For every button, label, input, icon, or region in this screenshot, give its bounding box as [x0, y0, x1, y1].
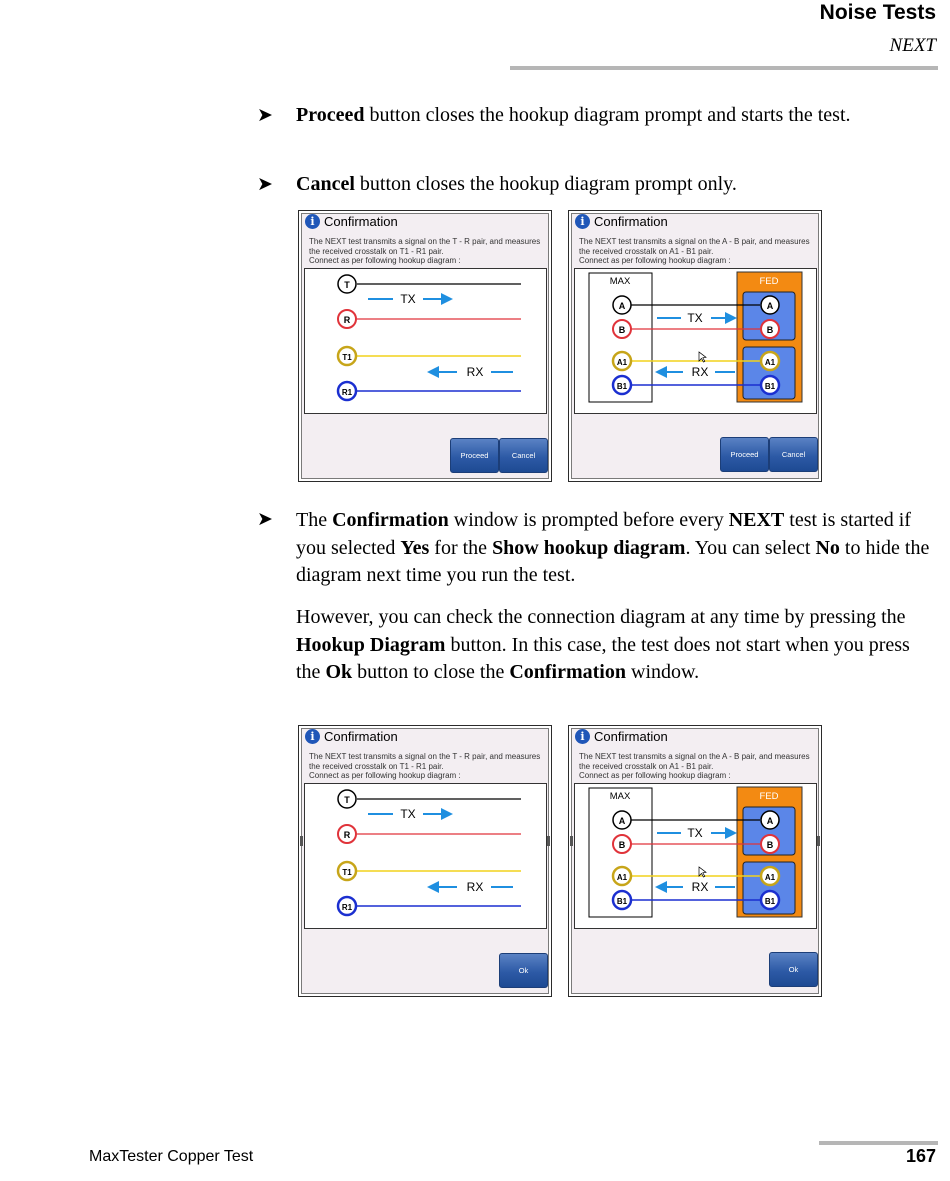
- ok-button[interactable]: Ok: [769, 952, 818, 987]
- page-number: 167: [905, 1146, 936, 1166]
- info-icon: i: [305, 214, 320, 229]
- svg-text:B1: B1: [764, 382, 776, 391]
- screenshot-confirmation-tr-proceed: [298, 210, 552, 482]
- cancel-button[interactable]: Cancel: [769, 437, 818, 472]
- ok-button[interactable]: Ok: [499, 953, 548, 988]
- bullet-proceed: Proceed button closes the hookup diagram prompt and starts the test.: [296, 104, 851, 126]
- hookup-diagram-paragraph: However, you can check the connection diagram at any time by pressing the Hookup Diagram button. In this case, the test does not start when you press the Ok button to close the Confirmation window.: [296, 606, 910, 683]
- svg-text:B: B: [766, 325, 774, 335]
- dialog-description: The NEXT test transmits a signal on the T - R pair, and measures the received crosstalk on T1 - R1 pair. Connect as per following hookup diagram :: [309, 752, 541, 780]
- svg-text:FED: FED: [759, 791, 779, 802]
- hookup-diagram-panel: [304, 783, 547, 929]
- svg-text:T1: T1: [342, 353, 352, 362]
- proceed-button[interactable]: Proceed: [720, 437, 769, 472]
- info-icon: i: [575, 729, 590, 744]
- bullet-arrow-icon: ➤: [257, 174, 273, 195]
- hookup-diagram-ab: [575, 784, 816, 928]
- svg-text:RX: RX: [466, 880, 484, 894]
- svg-text:RX: RX: [691, 880, 709, 894]
- svg-text:A1: A1: [616, 873, 628, 882]
- svg-text:MAX: MAX: [609, 276, 631, 287]
- dialog-titlebar: i Confirmation: [305, 214, 398, 229]
- dialog-titlebar: i Confirmation: [575, 729, 668, 744]
- svg-text:R1: R1: [341, 388, 353, 397]
- svg-text:B: B: [618, 325, 626, 335]
- svg-text:B1: B1: [616, 897, 628, 906]
- svg-text:TX: TX: [400, 292, 416, 306]
- screenshot-confirmation-ab-ok: [568, 725, 822, 997]
- svg-text:MAX: MAX: [609, 791, 631, 802]
- svg-text:RX: RX: [691, 365, 709, 379]
- svg-text:A: A: [618, 816, 626, 826]
- svg-text:B1: B1: [616, 382, 628, 391]
- dialog-titlebar: i Confirmation: [305, 729, 398, 744]
- hookup-diagram-tr: [305, 269, 546, 413]
- svg-text:B: B: [618, 840, 626, 850]
- info-icon: i: [305, 729, 320, 744]
- dialog-titlebar: i Confirmation: [575, 214, 668, 229]
- hookup-diagram-panel: [574, 268, 817, 414]
- bullet-confirmation: The Confirmation window is prompted before every NEXT test is started if you selected Yes for the Show hookup diagram. You can select No to hide the diagram next time you run the test.: [296, 509, 930, 586]
- hookup-diagram-panel: [574, 783, 817, 929]
- screenshot-confirmation-tr-ok: [298, 725, 552, 997]
- info-icon: i: [575, 214, 590, 229]
- footer-product: MaxTester Copper Test: [89, 1148, 254, 1165]
- svg-text:A: A: [766, 301, 774, 311]
- svg-text:T: T: [344, 280, 350, 290]
- svg-text:A: A: [618, 301, 626, 311]
- hookup-diagram-ab: [575, 269, 816, 413]
- svg-text:A1: A1: [616, 358, 628, 367]
- svg-text:RX: RX: [466, 365, 484, 379]
- svg-text:R: R: [343, 315, 351, 325]
- svg-text:T: T: [344, 795, 350, 805]
- bullet-arrow-icon: ➤: [257, 105, 273, 126]
- dialog-description: The NEXT test transmits a signal on the A - B pair, and measures the received crosstalk on A1 - B1 pair. Connect as per following hookup diagram :: [579, 752, 810, 780]
- bullet-arrow-icon: ➤: [257, 509, 273, 530]
- proceed-button[interactable]: Proceed: [450, 438, 499, 473]
- cancel-button[interactable]: Cancel: [499, 438, 548, 473]
- dialog-description: The NEXT test transmits a signal on the A - B pair, and measures the received crosstalk on A1 - B1 pair. Connect as per following hookup diagram :: [579, 237, 810, 265]
- svg-text:R: R: [343, 830, 351, 840]
- svg-text:TX: TX: [400, 807, 416, 821]
- svg-text:A: A: [766, 816, 774, 826]
- svg-text:T1: T1: [342, 868, 352, 877]
- hookup-diagram-panel: [304, 268, 547, 414]
- svg-text:FED: FED: [759, 276, 779, 287]
- svg-text:A1: A1: [764, 873, 776, 882]
- svg-text:R1: R1: [341, 903, 353, 912]
- svg-text:TX: TX: [687, 311, 703, 325]
- svg-text:A1: A1: [764, 358, 776, 367]
- svg-text:B1: B1: [764, 897, 776, 906]
- svg-text:TX: TX: [687, 826, 703, 840]
- section-title: Noise Tests: [819, 1, 936, 24]
- hookup-diagram-tr: [305, 784, 546, 928]
- footer-rule: [819, 1141, 938, 1145]
- screenshot-confirmation-ab-proceed: [568, 210, 822, 482]
- header-rule: [510, 66, 938, 70]
- section-subtitle: NEXT: [889, 35, 936, 56]
- svg-text:B: B: [766, 840, 774, 850]
- bullet-cancel: Cancel button closes the hookup diagram prompt only.: [296, 173, 737, 195]
- dialog-description: The NEXT test transmits a signal on the T - R pair, and measures the received crosstalk on T1 - R1 pair. Connect as per following hookup diagram :: [309, 237, 541, 265]
